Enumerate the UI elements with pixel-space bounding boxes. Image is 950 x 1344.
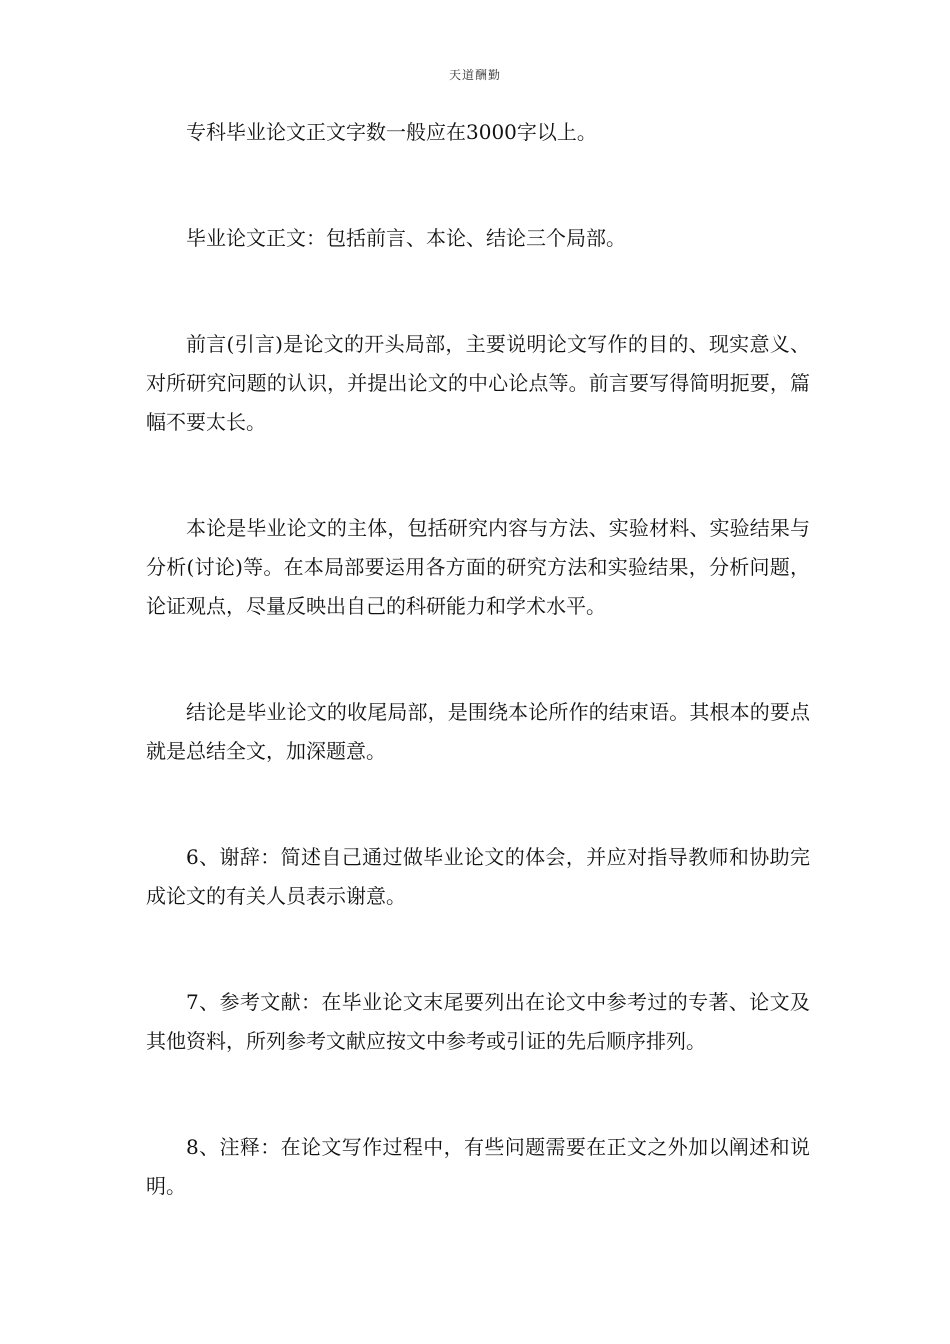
paragraph-acknowledgements: 6、谢辞：简述自己通过做毕业论文的体会，并应对指导教师和协助完成论文的有关人员表示谢意。 [146, 845, 810, 908]
paragraph-body-structure: 毕业论文正文：包括前言、本论、结论三个局部。 [186, 226, 626, 250]
paragraph-word-count: 专科毕业论文正文字数一般应在3000字以上。 [186, 120, 597, 144]
paragraph-notes: 8、注释：在论文写作过程中，有些问题需要在正文之外加以阐述和说明。 [146, 1135, 810, 1198]
page-header: 天道酬勤 [448, 68, 501, 82]
paragraph-conclusion: 结论是毕业论文的收尾局部，是围绕本论所作的结束语。其根本的要点就是总结全文，加深题意。 [146, 700, 810, 763]
paragraph-references: 7、参考文献：在毕业论文末尾要列出在论文中参考过的专著、论文及其他资料，所列参考文献应按文中参考或引证的先后顺序排列。 [146, 990, 810, 1053]
paragraph-preface: 前言(引言)是论文的开头局部，主要说明论文写作的目的、现实意义、对所研究问题的认识，并提出论文的中心论点等。前言要写得简明扼要，篇幅不要太长。 [146, 332, 810, 434]
paragraph-main-discussion: 本论是毕业论文的主体，包括研究内容与方法、实验材料、实验结果与分析(讨论)等。在本局部要运用各方面的研究方法和实验结果，分析问题，论证观点，尽量反映出自己的科研能力和学术水平。 [146, 516, 810, 618]
